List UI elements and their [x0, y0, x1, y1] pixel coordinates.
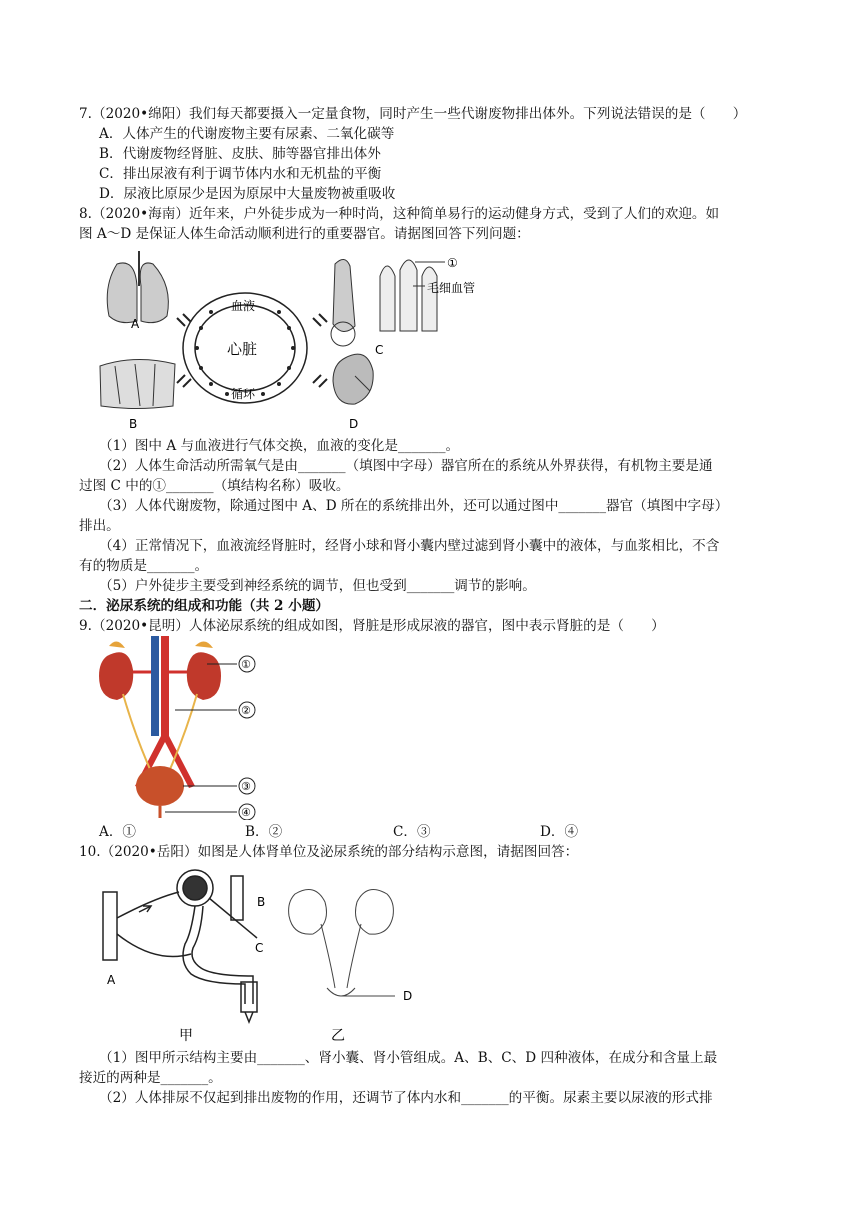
q8-sub-2-cont: 过图 C 中的①_______（填结构名称）吸收。: [79, 478, 350, 494]
fig9-label-1: ①: [241, 658, 251, 671]
q7-option-d: D．尿液比原尿少是因为原尿中大量废物被重吸收: [99, 186, 396, 202]
exchange-arrows-right: [313, 314, 327, 387]
q8-sub-3: （3）人体代谢废物，除通过图中 A、D 所在的系统排出外，还可以通过图中_______器官（填图中字母）: [99, 498, 729, 514]
q9-option-b: B．②: [245, 824, 283, 840]
lungs-illustration: [107, 251, 168, 323]
fig8-capillary-label: 毛细血管: [427, 281, 476, 295]
fig8-label-b: B: [129, 417, 138, 431]
fig10-label-c: C: [255, 941, 264, 955]
q9-figure: [95, 636, 275, 820]
fig8-circulation-label: 循环: [231, 387, 256, 401]
q9-option-d: D．④: [540, 824, 579, 840]
q9-option-a: A．①: [99, 824, 137, 840]
q7-option-a: A．人体产生的代谢废物主要有尿素、二氧化碳等: [99, 126, 395, 142]
q8-sub-1: （1）图中 A 与血液进行气体交换，血液的变化是_______。: [99, 438, 460, 454]
q10-sub-2: （2）人体排尿不仅起到排出废物的作用，还调节了体内水和_______的平衡。尿素主要以尿液的形式排: [99, 1090, 713, 1106]
q10-sub-1-cont: 接近的两种是_______。: [79, 1070, 222, 1086]
fig10-label-jia: 甲: [179, 1028, 193, 1044]
q10-sub-1: （1）图甲所示结构主要由_______、肾小囊、肾小管组成。A、B、C、D 四种液体，在成分和含量上最: [99, 1050, 718, 1066]
fig9-label-4: ④: [241, 806, 251, 819]
fig8-label-d: D: [349, 417, 359, 431]
kidney-outline-illustration: [289, 890, 395, 997]
section-2-title: 二．泌尿系统的组成和功能（共 2 小题）: [79, 598, 330, 614]
q8-sub-5: （5）户外徒步主要受到神经系统的调节，但也受到_______调节的影响。: [99, 578, 536, 594]
fig10-label-b: B: [257, 895, 266, 909]
fig9-label-2: ②: [241, 704, 251, 717]
fig9-label-3: ③: [241, 780, 251, 793]
fig8-heart-label: 心脏: [227, 340, 258, 358]
intestine-illustration: [331, 259, 445, 346]
nephron-illustration: [103, 870, 257, 1022]
fig10-label-d: D: [403, 989, 413, 1003]
fig8-blood-label: 血液: [231, 299, 256, 313]
fig10-label-a: A: [107, 973, 116, 987]
q8-sub-3-cont: 排出。: [79, 518, 120, 534]
q8-stem-line2: 图 A～D 是保证人体生命活动顺利进行的重要器官。请据图回答下列问题：: [79, 226, 530, 242]
fig8-label-a: A: [131, 317, 140, 331]
q9-option-c: C．③: [393, 824, 431, 840]
skin-illustration: [100, 359, 175, 408]
q10-figure: [95, 864, 435, 1046]
q8-stem-line1: 8.（2020•海南）近年来，户外徒步成为一种时尚，这种简单易行的运动健身方式，受到了人们的欢迎。如: [79, 206, 720, 222]
fig8-label-c: C: [375, 343, 384, 357]
q7-option-b: B．代谢废物经肾脏、皮肤、肺等器官排出体外: [99, 146, 381, 162]
fig8-label-1: ①: [447, 256, 458, 270]
q7-stem: 7.（2020•绵阳）我们每天都要摄入一定量食物，同时产生一些代谢废物排出体外。下列说法错误的是（ ）: [79, 106, 747, 122]
q8-sub-4: （4）正常情况下，血液流经肾脏时，经肾小球和肾小囊内壁过滤到肾小囊中的液体，与血浆相比，不含: [99, 538, 720, 554]
urinary-system-illustration: [99, 636, 255, 820]
q8-figure: [95, 246, 515, 436]
q8-sub-2: （2）人体生命活动所需氧气是由_______（填图中字母）器官所在的系统从外界获得，有机物主要是通: [99, 458, 713, 474]
q8-sub-4-cont: 有的物质是_______。: [79, 558, 209, 574]
q7-option-c: C．排出尿液有利于调节体内水和无机盐的平衡: [99, 166, 382, 182]
q9-stem: 9.（2020•昆明）人体泌尿系统的组成如图，肾脏是形成尿液的器官，图中表示肾脏的是（ ）: [79, 618, 665, 634]
fig10-label-yi: 乙: [331, 1028, 345, 1044]
q10-stem: 10.（2020•岳阳）如图是人体肾单位及泌尿系统的部分结构示意图，请据图回答：: [79, 844, 579, 860]
kidney-illustration: [333, 354, 373, 404]
